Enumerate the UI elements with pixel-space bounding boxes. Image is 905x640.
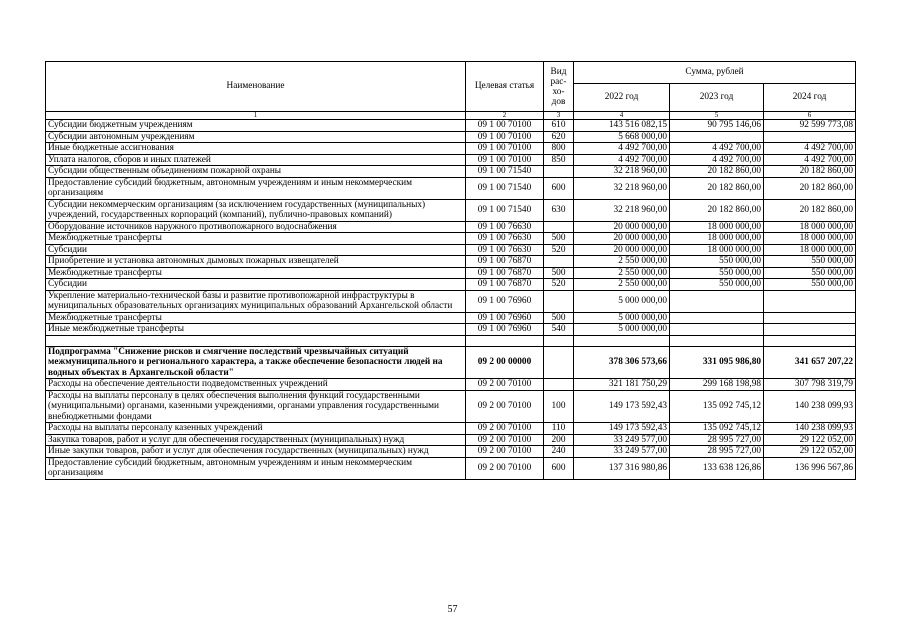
row-target-article-cell: 09 1 00 76870 [466,267,544,279]
row-expense-type-cell [544,290,574,312]
table-row [46,154,856,166]
column-index: 4 [574,112,670,120]
row-target-article-cell: 09 2 00 70100 [466,446,544,458]
row-sum-2023-cell: 18 000 000,00 [670,244,764,256]
row-target-article-cell: 09 1 00 71540 [466,199,544,221]
row-name-cell: Укрепление материально-технической базы и развитие противопожарной инфраструктуры в муниципальных образовательных организациях муниципальных образований Архангельской области [46,290,466,312]
header-year-2023: 2023 год [670,84,764,112]
row-target-article-cell: 09 1 00 76630 [466,233,544,245]
row-sum-2022-cell: 4 492 700,00 [574,154,670,166]
row-sum-2023-cell [670,324,764,336]
row-expense-type-cell: 620 [544,131,574,143]
row-target-article-cell: 09 2 00 70100 [466,423,544,435]
row-sum-2022-cell: 5 000 000,00 [574,312,670,324]
header-target-article: Целевая статья [466,62,544,112]
row-target-article-cell: 09 1 00 70100 [466,131,544,143]
budget-table [45,61,856,480]
table-row [46,256,856,268]
header-name: Наименование [46,62,466,112]
row-name-cell: Субсидии бюджетным учреждениям [46,120,466,132]
header-year-2022: 2022 год [574,84,670,112]
header-year-2024: 2024 год [764,84,856,112]
row-sum-2022-cell: 32 218 960,00 [574,177,670,199]
row-sum-2024-cell [764,324,856,336]
row-target-article-cell: 09 1 00 71540 [466,177,544,199]
table-row [46,221,856,233]
row-expense-type-cell: 600 [544,177,574,199]
row-name-cell: Расходы на обеспечение деятельности подведомственных учреждений [46,379,466,391]
row-expense-type-cell: 520 [544,279,574,291]
table-row [46,131,856,143]
column-index: 2 [466,112,544,120]
row-sum-2022-cell: 20 000 000,00 [574,233,670,245]
row-sum-2022-cell: 149 173 592,43 [574,390,670,423]
table-row [46,312,856,324]
row-sum-2024-cell [764,312,856,324]
table-row [46,446,856,458]
row-sum-2024-cell: 20 182 860,00 [764,177,856,199]
row-name-cell: Иные бюджетные ассигнования [46,143,466,155]
row-sum-2023-cell: 135 092 745,12 [670,390,764,423]
column-index: 3 [544,112,574,120]
row-expense-type-cell [544,166,574,178]
row-name-cell: Субсидии автономным учреждениям [46,131,466,143]
row-name-cell: Оборудование источников наружного противопожарного водоснабжения [46,221,466,233]
table-row [46,346,856,379]
row-expense-type-cell: 500 [544,312,574,324]
row-sum-2023-cell [670,312,764,324]
row-expense-type-cell: 540 [544,324,574,336]
row-name-cell: Субсидии [46,244,466,256]
row-sum-2022-cell: 321 181 750,29 [574,379,670,391]
row-sum-2024-cell: 550 000,00 [764,279,856,291]
row-target-article-cell: 09 1 00 76960 [466,324,544,336]
row-sum-2023-cell: 18 000 000,00 [670,233,764,245]
row-sum-2022-cell: 137 316 980,86 [574,457,670,479]
row-expense-type-cell: 500 [544,267,574,279]
row-target-article-cell: 09 1 00 70100 [466,143,544,155]
row-name-cell: Закупка товаров, работ и услуг для обеспечения государственных (муниципальных) нужд [46,434,466,446]
row-name-cell [46,335,466,346]
row-sum-2022-cell: 5 000 000,00 [574,290,670,312]
table-row [46,324,856,336]
row-sum-2022-cell: 32 218 960,00 [574,166,670,178]
row-expense-type-cell: 610 [544,120,574,132]
row-name-cell: Предоставление субсидий бюджетным, автономным учреждениям и иным некоммерческим организациям [46,177,466,199]
row-name-cell: Субсидии общественным объединениям пожарной охраны [46,166,466,178]
row-sum-2023-cell: 20 182 860,00 [670,166,764,178]
row-sum-2024-cell [764,335,856,346]
row-sum-2024-cell: 140 238 099,93 [764,423,856,435]
row-sum-2024-cell: 18 000 000,00 [764,233,856,245]
row-sum-2022-cell: 5 000 000,00 [574,324,670,336]
table-row [46,177,856,199]
row-sum-2022-cell: 2 550 000,00 [574,267,670,279]
table-row [46,434,856,446]
row-name-cell: Межбюджетные трансферты [46,233,466,245]
row-target-article-cell: 09 2 00 70100 [466,434,544,446]
table-row [46,244,856,256]
row-sum-2023-cell: 550 000,00 [670,279,764,291]
row-sum-2022-cell: 5 668 000,00 [574,131,670,143]
row-sum-2023-cell: 4 492 700,00 [670,154,764,166]
row-target-article-cell: 09 2 00 70100 [466,379,544,391]
row-sum-2023-cell [670,290,764,312]
row-target-article-cell: 09 1 00 76870 [466,279,544,291]
row-expense-type-cell: 240 [544,446,574,458]
row-sum-2024-cell: 550 000,00 [764,267,856,279]
row-sum-2024-cell: 307 798 319,79 [764,379,856,391]
column-index: 1 [46,112,466,120]
row-expense-type-cell: 520 [544,244,574,256]
table-row [46,390,856,423]
row-sum-2022-cell: 20 000 000,00 [574,221,670,233]
table-row [46,279,856,291]
row-expense-type-cell: 800 [544,143,574,155]
page-number: 57 [447,604,458,615]
column-index: 5 [670,112,764,120]
row-sum-2023-cell: 20 182 860,00 [670,199,764,221]
row-target-article-cell: 09 2 00 70100 [466,390,544,423]
row-sum-2022-cell: 33 249 577,00 [574,446,670,458]
row-sum-2023-cell: 28 995 727,00 [670,446,764,458]
row-sum-2024-cell: 140 238 099,93 [764,390,856,423]
row-sum-2023-cell: 4 492 700,00 [670,143,764,155]
row-name-cell: Расходы на выплаты персоналу казенных учреждений [46,423,466,435]
row-expense-type-cell: 100 [544,390,574,423]
row-sum-2023-cell [670,335,764,346]
row-target-article-cell: 09 1 00 76960 [466,312,544,324]
row-sum-2023-cell: 28 995 727,00 [670,434,764,446]
row-expense-type-cell [544,221,574,233]
row-target-article-cell: 09 1 00 76630 [466,221,544,233]
row-target-article-cell: 09 1 00 70100 [466,120,544,132]
table-row [46,335,856,346]
row-sum-2022-cell: 2 550 000,00 [574,279,670,291]
row-target-article-cell: 09 1 00 71540 [466,166,544,178]
row-expense-type-cell: 500 [544,233,574,245]
row-sum-2022-cell: 20 000 000,00 [574,244,670,256]
row-sum-2024-cell: 4 492 700,00 [764,143,856,155]
table-row [46,457,856,479]
row-sum-2024-cell [764,290,856,312]
row-sum-2022-cell: 4 492 700,00 [574,143,670,155]
row-sum-2023-cell: 18 000 000,00 [670,221,764,233]
header-expense-type: Вид рас- хо- дов [544,62,574,112]
row-target-article-cell: 09 1 00 76870 [466,256,544,268]
row-sum-2023-cell: 20 182 860,00 [670,177,764,199]
row-sum-2023-cell: 299 168 198,98 [670,379,764,391]
row-expense-type-cell: 200 [544,434,574,446]
row-sum-2022-cell: 378 306 573,66 [574,346,670,379]
table-row [46,423,856,435]
row-sum-2023-cell: 135 092 745,12 [670,423,764,435]
row-sum-2024-cell: 341 657 207,22 [764,346,856,379]
row-expense-type-cell: 850 [544,154,574,166]
row-expense-type-cell: 600 [544,457,574,479]
table-row [46,120,856,132]
row-name-cell: Подпрограмма "Снижение рисков и смягчение последствий чрезвычайных ситуаций межмуниципального и регионального характера, а также обеспечение безопасности людей на водных объектах в Архангельской области" [46,346,466,379]
row-sum-2024-cell [764,131,856,143]
table-body [46,120,856,480]
row-target-article-cell: 09 1 00 70100 [466,154,544,166]
row-sum-2023-cell [670,131,764,143]
row-target-article-cell: 09 2 00 00000 [466,346,544,379]
row-sum-2024-cell: 136 996 567,86 [764,457,856,479]
row-sum-2024-cell: 92 599 773,08 [764,120,856,132]
row-name-cell: Уплата налогов, сборов и иных платежей [46,154,466,166]
row-sum-2024-cell: 29 122 052,00 [764,446,856,458]
row-sum-2023-cell: 90 795 146,06 [670,120,764,132]
row-expense-type-cell [544,379,574,391]
table-row [46,290,856,312]
row-sum-2024-cell: 18 000 000,00 [764,221,856,233]
row-sum-2023-cell: 133 638 126,86 [670,457,764,479]
row-sum-2022-cell: 2 550 000,00 [574,256,670,268]
row-sum-2022-cell: 33 249 577,00 [574,434,670,446]
row-sum-2024-cell: 4 492 700,00 [764,154,856,166]
table-row [46,166,856,178]
row-name-cell: Субсидии [46,279,466,291]
row-target-article-cell: 09 2 00 70100 [466,457,544,479]
row-name-cell: Расходы на выплаты персоналу в целях обеспечения выполнения функций государственными (муниципальными) органами, казенными учреждениями, органами управления государственными внебюджетными фондами [46,390,466,423]
row-target-article-cell: 09 1 00 76630 [466,244,544,256]
row-expense-type-cell [544,256,574,268]
row-sum-2022-cell: 32 218 960,00 [574,199,670,221]
table-row [46,233,856,245]
row-sum-2024-cell: 20 182 860,00 [764,166,856,178]
row-name-cell: Иные межбюджетные трансферты [46,324,466,336]
row-sum-2023-cell: 550 000,00 [670,256,764,268]
row-name-cell: Межбюджетные трансферты [46,267,466,279]
table-row [46,143,856,155]
row-sum-2023-cell: 550 000,00 [670,267,764,279]
row-name-cell: Межбюджетные трансферты [46,312,466,324]
table-row [46,379,856,391]
row-target-article-cell [466,335,544,346]
row-sum-2022-cell: 149 173 592,43 [574,423,670,435]
row-sum-2022-cell [574,335,670,346]
row-name-cell: Приобретение и установка автономных дымовых пожарных извещателей [46,256,466,268]
row-name-cell: Предоставление субсидий бюджетным, автономным учреждениям и иным некоммерческим организациям [46,457,466,479]
header-sum: Сумма, рублей [574,62,856,84]
row-sum-2024-cell: 18 000 000,00 [764,244,856,256]
row-name-cell: Субсидии некоммерческим организациям (за исключением государственных (муниципальных) учреждений, государственных корпораций (компаний), публично-правовых компаний) [46,199,466,221]
row-expense-type-cell: 630 [544,199,574,221]
row-expense-type-cell [544,335,574,346]
column-index: 6 [764,112,856,120]
row-sum-2023-cell: 331 095 986,80 [670,346,764,379]
row-sum-2024-cell: 550 000,00 [764,256,856,268]
row-sum-2024-cell: 20 182 860,00 [764,199,856,221]
table-row [46,199,856,221]
row-expense-type-cell: 110 [544,423,574,435]
row-sum-2022-cell: 143 516 082,15 [574,120,670,132]
row-name-cell: Иные закупки товаров, работ и услуг для обеспечения государственных (муниципальных) нужд [46,446,466,458]
row-expense-type-cell [544,346,574,379]
row-target-article-cell: 09 1 00 76960 [466,290,544,312]
row-sum-2024-cell: 29 122 052,00 [764,434,856,446]
column-index-row [46,112,856,120]
table-row [46,267,856,279]
